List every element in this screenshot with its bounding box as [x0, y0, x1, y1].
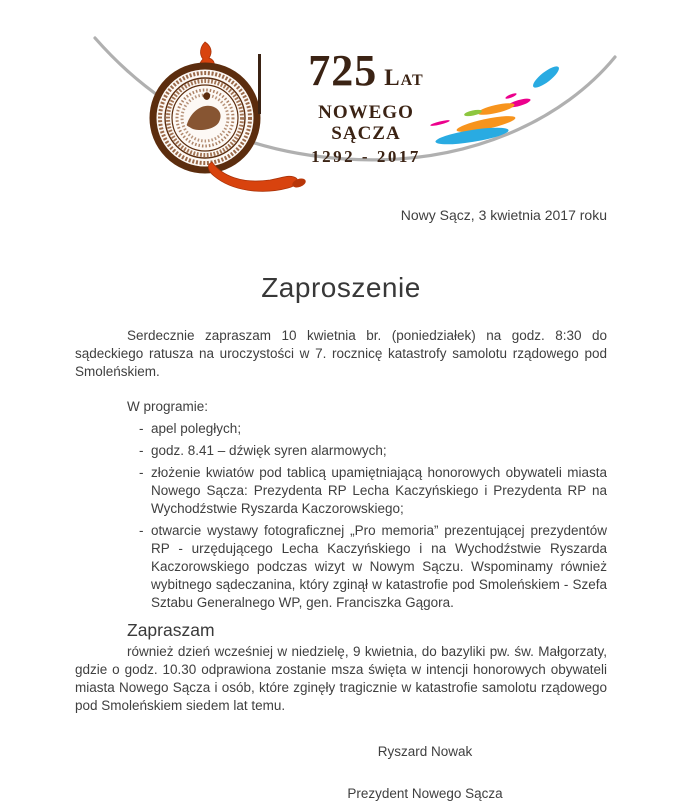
dash-bullet: - — [139, 523, 144, 538]
dash-bullet: - — [139, 421, 144, 436]
list-item — [139, 420, 607, 438]
logo-divider-bar — [258, 54, 261, 114]
list-item — [139, 522, 607, 612]
signature-block — [305, 743, 545, 803]
program-heading: W programie: — [127, 399, 209, 414]
list-item-text: apel poległych; — [151, 421, 242, 436]
logo-years-suffix: Lat — [384, 65, 424, 90]
logo-wordmark — [284, 48, 448, 166]
letter-body — [75, 206, 607, 803]
closing-paragraph: również dzień wcześniej w niedzielę, 9 kwietnia, do bazyliki pw. św. Małgorzaty, gdzie o godz. 10.30 odprawiona zostanie msza święta w intencji honorowych obywateli miasta Nowego Sącza i osób, które zginęły tragicznie w katastrofie samolotu rządowego pod Smoleńskiem siedem lat temu. — [75, 644, 607, 713]
color-ribbons-icon — [430, 63, 562, 148]
list-item-text: otwarcie wystawy fotograficznej „Pro memoria” prezentującej prezydentów RP - urzędującego Lecha Kaczyńskiego i na Wychodźstwie Ryszarda Kaczorowskiego podczas wizyt w Nowym Sączu. Wspominamy również wybitnego sądeczanina, który zginął w katastrofie pod Smoleńskiem - Szefa Sztabu Generalnego WP, gen. Franciszka Gągora. — [151, 523, 607, 610]
page-title: Zaproszenie — [261, 272, 421, 303]
list-item — [139, 442, 607, 460]
logo-anniversary-period: 1292 - 2017 — [311, 147, 421, 166]
date-line: Nowy Sącz, 3 kwietnia 2017 roku — [400, 207, 607, 223]
list-item-text: godz. 8.41 – dźwięk syren alarmowych; — [151, 443, 387, 458]
list-item-text: złożenie kwiatów pod tablicą upamiętniającą honorowych obywateli miasta Nowego Sącza: Prezydenta RP Lecha Kaczyńskiego i Prezydenta RP na Wychodźstwie Ryszarda Kaczorowskiego; — [151, 465, 607, 516]
list-item — [139, 464, 607, 518]
closing-heading: Zapraszam — [127, 620, 215, 640]
intro-paragraph: Serdecznie zapraszam 10 kwietnia br. (poniedziałek) na godz. 8:30 do sądeckiego ratusza na uroczystości w 7. rocznicę katastrofy samolotu rządowego pod Smoleńskiem. — [75, 328, 607, 379]
dash-bullet: - — [139, 443, 144, 458]
program-list — [139, 420, 607, 612]
signature-title: Prezydent Nowego Sącza — [347, 786, 503, 801]
logo-years: 725 Lat — [308, 46, 424, 95]
logo-city-name: NOWEGO SĄCZA — [318, 102, 414, 144]
anniversary-logo-header — [0, 0, 678, 196]
dash-bullet: - — [139, 465, 144, 480]
signature-name: Ryszard Nowak — [377, 744, 473, 759]
